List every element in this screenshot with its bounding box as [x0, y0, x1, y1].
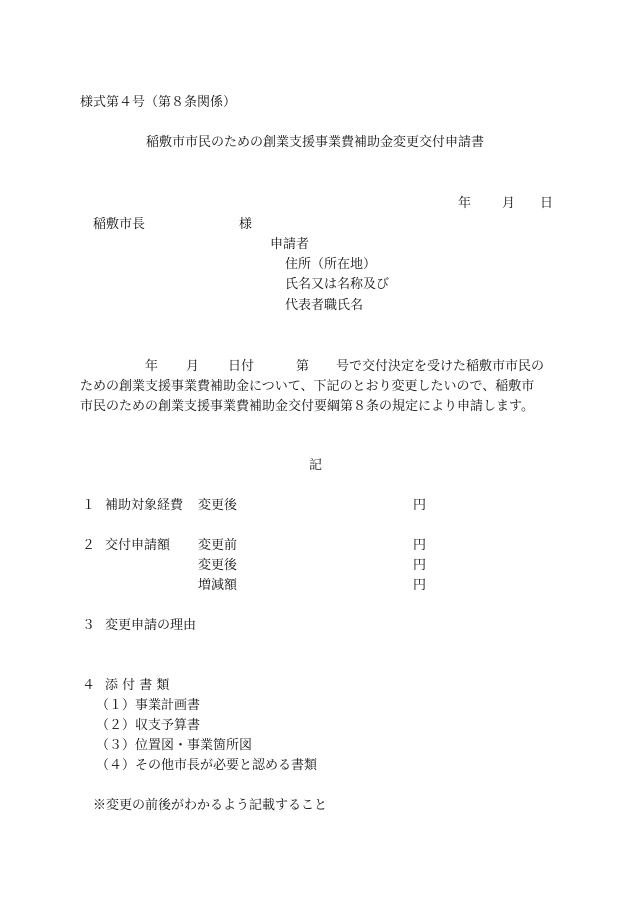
item2-row2-unit: 円 — [413, 558, 427, 573]
addressee-honorific: 様 — [239, 217, 253, 232]
attachment-item-1: （１）事業計画書 — [96, 698, 201, 713]
attachment-item-2: （２）収支予算書 — [96, 718, 201, 733]
item3-label: 変更申請の理由 — [105, 618, 197, 633]
applicant-representative-label: 代表者職氏名 — [285, 298, 364, 313]
ki-heading: 記 — [309, 458, 323, 473]
item2-row3-label: 増減額 — [198, 578, 238, 593]
item1-label: 補助対象経費 — [105, 498, 184, 513]
applicant-name-label: 氏名又は名称及び — [285, 277, 390, 292]
item2-row3-unit: 円 — [413, 578, 427, 593]
body-line2: ための創業支援事業費補助金について、下記のとおり変更したいので、稲敷市 — [80, 379, 535, 394]
item3-number: ３ — [82, 618, 96, 633]
item2-label: 交付申請額 — [105, 538, 171, 553]
item4-number: ４ — [82, 678, 96, 693]
attachment-item-3: （３）位置図・事業箇所図 — [96, 738, 253, 753]
item4-label: 添 付 書 類 — [105, 678, 170, 693]
item1-sub-label: 変更後 — [198, 498, 238, 513]
attachment-item-4: （４）その他市長が必要と認める書類 — [96, 758, 318, 773]
body-year: 年 — [145, 359, 159, 374]
body-month: 月 — [186, 359, 200, 374]
applicant-address-label: 住所（所在地） — [285, 257, 377, 272]
form-label: 様式第４号（第８条関係） — [80, 95, 237, 110]
date-year-label: 年 — [458, 196, 472, 211]
footnote: ※変更の前後がわかるよう記載すること — [93, 798, 328, 813]
date-day-label: 日 — [540, 196, 554, 211]
date-month-label: 月 — [502, 196, 516, 211]
body-day-tsuke: 日付 — [228, 359, 255, 374]
body-line3: 市民のための創業支援事業費補助金交付要綱第８条の規定により申請します。 — [80, 399, 534, 414]
item2-row1-label: 変更前 — [198, 538, 238, 553]
document-title: 稲敷市市民のための創業支援事業費補助金変更交付申請書 — [146, 135, 485, 150]
applicant-label: 申請者 — [270, 237, 310, 252]
item2-row2-label: 変更後 — [198, 558, 238, 573]
item2-row1-unit: 円 — [413, 538, 427, 553]
item1-number: １ — [82, 498, 96, 513]
item1-unit: 円 — [413, 498, 427, 513]
item2-number: ２ — [82, 538, 96, 553]
body-line1-rest: 号で交付決定を受けた稲敷市市民の — [336, 359, 545, 374]
body-dai: 第 — [296, 359, 310, 374]
addressee-name: 稲敷市長 — [93, 217, 146, 232]
